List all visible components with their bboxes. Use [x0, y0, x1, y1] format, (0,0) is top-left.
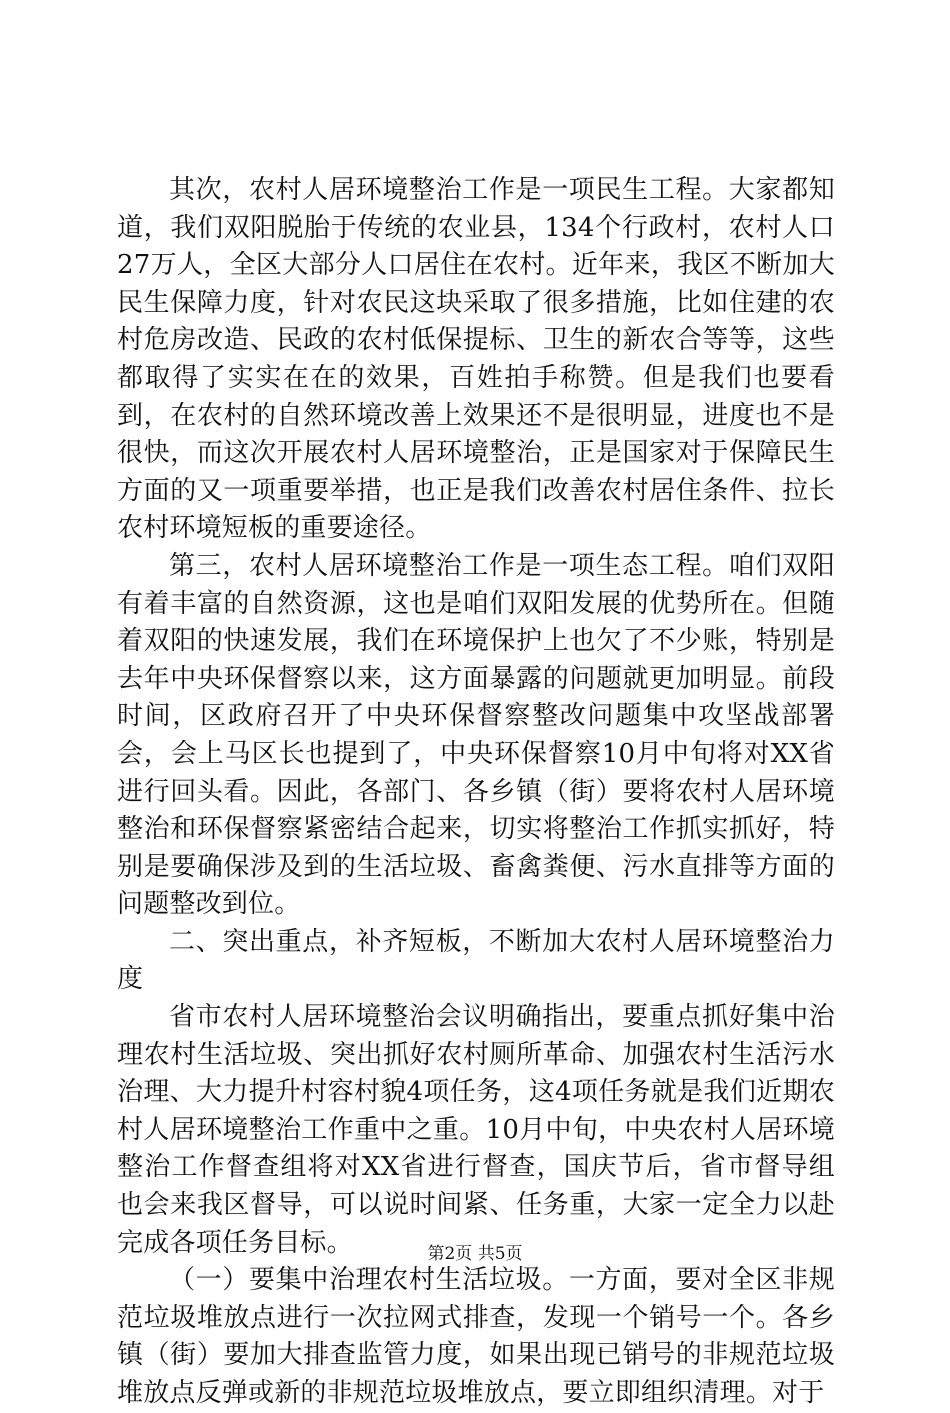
document-body: [117, 172, 835, 1413]
page-footer: 第2页 共5页: [427, 1244, 523, 1264]
paragraph-ecology-project: 第三，农村人居环境整治工作是一项生态工程。咱们双阳有着丰富的自然资源，这也是咱们双阳发展的优势所在。但随着双阳的快速发展，我们在环境保护上也欠了不少账，特别是去年中央环保督察以来，这方面暴露的问题就更加明显。前段时间，区政府召开了中央环保督察整改问题集中攻坚战部署会，会上马区长也提到了，中央环保督察10月中旬将对XX省进行回头看。因此，各部门、各乡镇（街）要将农村人居环境整治和环保督察紧密结合起来，切实将整治工作抓实抓好，特别是要确保涉及到的生活垃圾、畜禽粪便、污水直排等方面的问题整改到位。: [117, 550, 835, 920]
paragraph-livelihood-project: 其次，农村人居环境整治工作是一项民生工程。大家都知道，我们双阳脱胎于传统的农业县，134个行政村，农村人口27万人，全区大部分人口居住在农村。近年来，我区不断加大民生保障力度，针对农民这块采取了很多措施，比如住建的农村危房改造、民政的农村低保提标、卫生的新农合等等，这些都取得了实实在在的效果，百姓拍手称赞。但是我们也要看到，在农村的自然环境改善上效果还不是很明显，进度也不是很快，而这次开展农村人居环境整治，正是国家对于保障民生方面的又一项重要举措，也正是我们改善农村居住条件、拉长农村环境短板的重要途径。: [117, 175, 835, 544]
paragraph-garbage-treatment: （一）要集中治理农村生活垃圾。一方面，要对全区非规范垃圾堆放点进行一次拉网式排查，发现一个销号一个。各乡镇（街）要加大排查监管力度，如果出现已销号的非规范垃圾堆放点反弹或新的非规范垃圾堆放点，要立即组织清理。对于: [117, 1265, 835, 1408]
section-heading: 二、突出重点，补齐短板，不断加大农村人居环境整治力度: [117, 926, 835, 995]
paragraph-four-tasks: 省市农村人居环境整治会议明确指出，要重点抓好集中治理农村生活垃圾、突出抓好农村厕所革命、加强农村生活污水治理、大力提升村容村貌4项任务，这4项任务就是我们近期农村人居环境整治工作重中之重。10月中旬，中央农村人居环境整治工作督查组将对XX省进行督查，国庆节后，省市督导组也会来我区督导，可以说时间紧、任务重，大家一定全力以赴完成各项任务目标。: [117, 1002, 835, 1258]
